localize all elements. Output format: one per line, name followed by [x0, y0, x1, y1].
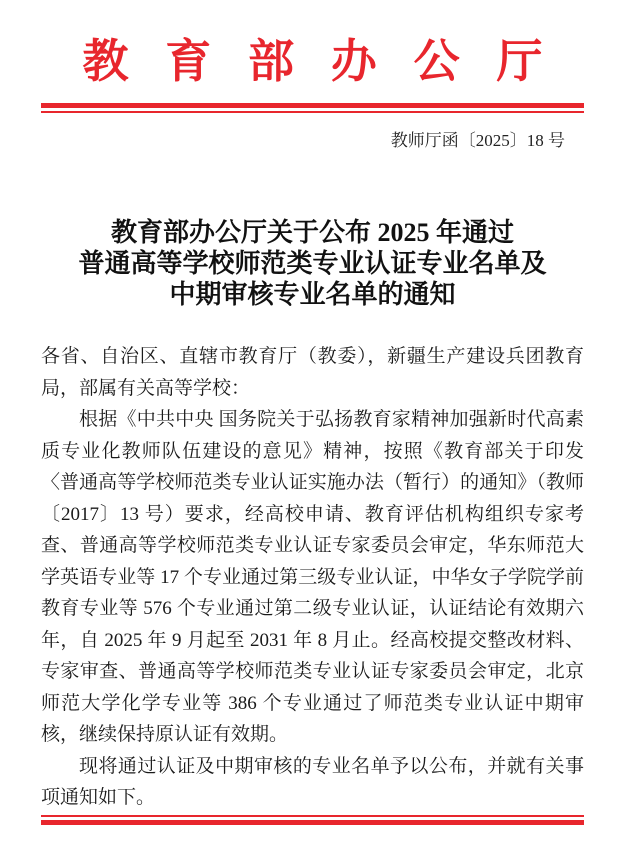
- title-line-2: 普通高等学校师范类专业认证专业名单及: [78, 249, 547, 278]
- salutation: 各省、自治区、直辖市教育厅（教委），新疆生产建设兵团教育局，部属有关高等学校：: [41, 346, 584, 399]
- body-paragraph-1: 根据《中共中央 国务院关于弘扬教育家精神加强新时代高素质专业化教师队伍建设的意见》精神，按照《教育部关于印发〈普通高等学校师范类专业认证实施办法（暂行）的通知》（教师〔2017〕13 号）要求，经高校申请、教育评估机构组织专家考查、普通高等学校师范类专业认证专家委员会审定，华东师范大学英语专业等 17 个专业通过第三级专业认证，中华女子学院学前教育专业等 576 个专业通过第二级专业认证，认证结论有效期六年，自 2025 年 9 月起至 2031 年 8 月止。经高校提交整改材料、专家审查、普通高等学校师范类专业认证专家委员会审定，北京师范大学化学专业等 386 个专业通过了师范类专业认证中期审核，继续保持原认证有效期。: [41, 409, 584, 745]
- body-paragraph-2: 现将通过认证及中期审核的专业名单予以公布，并就有关事项通知如下。: [41, 755, 584, 808]
- doc-number: 教师厅函〔2025〕18 号: [390, 131, 565, 150]
- document-title: [0, 217, 625, 310]
- title-line-1: 教育部办公厅关于公布 2025 年通过: [110, 218, 514, 247]
- agency-name: [0, 0, 625, 89]
- document-body: [41, 341, 584, 813]
- agency-name-text: 教育部办公厅: [82, 36, 580, 87]
- title-line-3: 中期审核专业名单的通知: [169, 280, 456, 309]
- header-double-rule: [41, 103, 584, 113]
- footer-double-rule: [41, 815, 584, 825]
